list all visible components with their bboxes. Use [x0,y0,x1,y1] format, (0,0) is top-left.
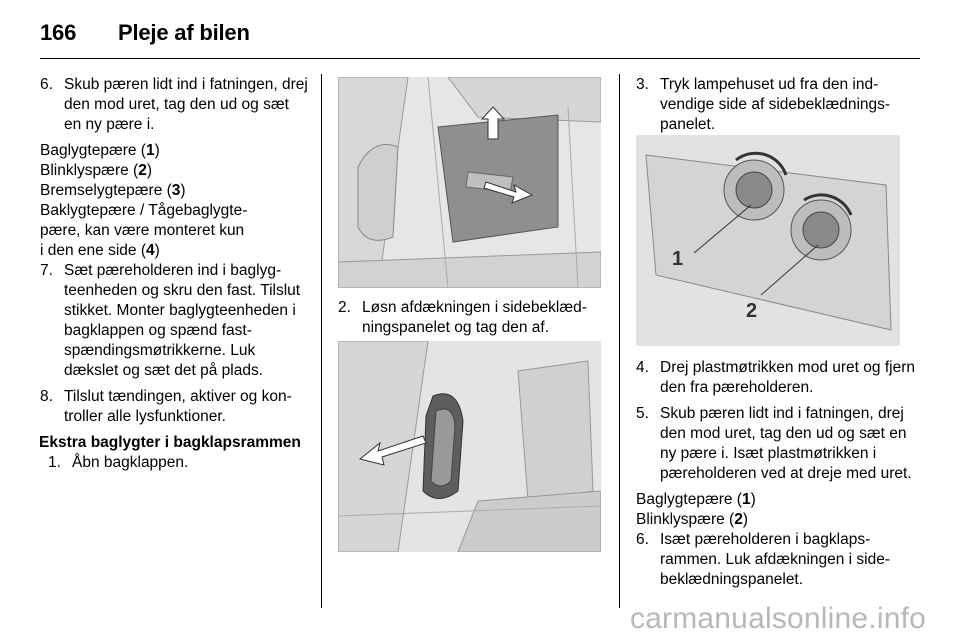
bulb-item-1: Baglygtepære (1) [636,491,756,508]
figure-bulb-holders [636,135,900,346]
step-text: Skub pæren lidt ind i fatningen, drej den mod uret, tag den ud og sæt en ny pære i. Isæt plastmøtrikken i pæreholderen ved at dreje med uret. [660,405,912,482]
step-number: 1. [48,454,61,471]
step-text: Skub pæren lidt ind i fatningen, drej den mod uret, tag den ud og sæt en ny pære i. [64,76,308,133]
page-title: Pleje af bilen [118,20,250,45]
page-number: 166 [40,20,77,45]
step-text: Tilslut tændingen, aktiver og kontroller alle lysfunktioner. [64,388,292,425]
step-text: Tryk lampehuset ud fra den indvendige side af sidebeklædningspanelet. [660,76,891,133]
bulb-item-4: Baklygtepære / Tågebaglygtepære, kan være monteret kun i den ene side (4) [40,202,248,259]
figure-lamp-housing [338,341,601,552]
column-3 [636,75,926,141]
column-2 [338,298,608,344]
step-text: Drej plastmøtrikken mod uret og fjern den fra pæreholderen. [660,359,915,396]
step-number: 8. [40,388,53,405]
figure-trim-panel-cover [338,77,601,288]
step-number: 4. [636,359,649,376]
step-number: 6. [636,531,649,548]
step-4-remove-nut [636,358,926,398]
column-1 [40,75,308,479]
page-header [40,20,250,46]
header-rule [40,58,920,59]
figure-label-1: 1 [672,248,684,270]
step-number: 5. [636,405,649,422]
step-8-check-lights [40,387,308,427]
step-5-replace-bulb [636,404,926,484]
step-text: Sæt pæreholderen ind i baglygteenheden og skru den fast. Tilslut stikket. Monter baglygteenheden i bagklappen og spænd fastspændingsmøtrikkerne. Luk dækslet og sæt det på plads. [64,262,301,379]
column-divider-right [619,74,620,608]
step-7-refit-unit [40,261,308,381]
bulb-item-2: Blinklyspære (2) [636,511,748,528]
step-text: Løsn afdækningen i sidebeklædningspanelet og tag den af. [362,299,587,336]
step-number: 7. [40,262,53,279]
column-3-lower [636,358,926,596]
column-divider-left [321,74,322,608]
step-number: 2. [338,299,351,316]
step-3-push-out-lamp [636,75,926,135]
step-text: Isæt pæreholderen i bagklapsrammen. Luk afdækningen i sidebeklædningspanelet. [660,531,891,588]
step-number: 3. [636,76,649,93]
figure-label-2: 2 [746,300,758,322]
bulb-item-1: Baglygtepære (1) [40,142,160,159]
section-heading: Ekstra baglygter i bagklapsrammen [39,434,301,451]
step-text: Åbn bagklappen. [72,454,189,471]
bulb-item-3: Bremselygtepære (3) [40,182,186,199]
step-6-refit-holder [636,530,926,590]
step-2-remove-cover [338,298,608,338]
bulb-item-2: Blinklyspære (2) [40,162,152,179]
watermark: carmanualsonline.info [629,602,926,635]
step-number: 6. [40,76,53,93]
step-1-open-tailgate [48,453,308,473]
step-6-bulb-replace [40,75,308,135]
